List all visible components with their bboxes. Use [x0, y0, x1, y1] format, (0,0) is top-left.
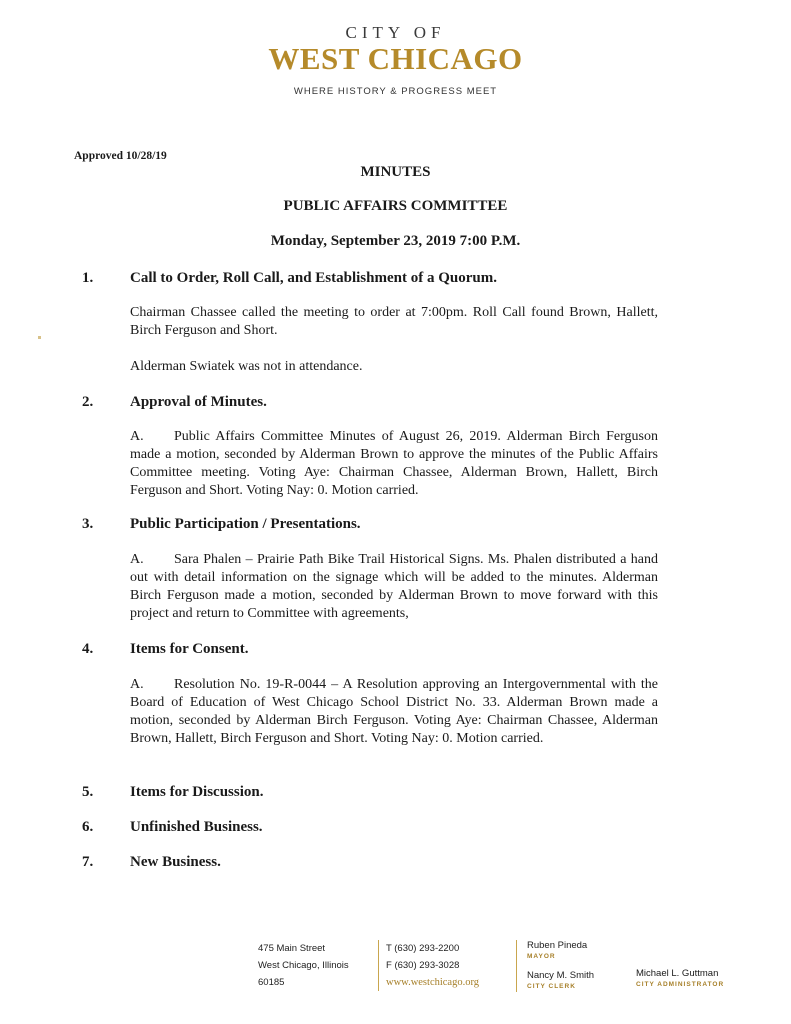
footer-address [258, 940, 349, 991]
logo-tagline: WHERE HISTORY & PROGRESS MEET [293, 86, 498, 97]
footer-contact [378, 940, 479, 991]
section-heading [82, 270, 497, 287]
item-letter: A. [130, 552, 144, 567]
item-letter: A. [130, 429, 144, 444]
section-title: Items for Consent. [130, 641, 249, 657]
section-title: Call to Order, Roll Call, and Establishment of a Quorum. [130, 270, 497, 286]
section-number: 3. [82, 516, 94, 532]
section-title: Public Participation / Presentations. [130, 516, 361, 532]
committee-name: PUBLIC AFFAIRS COMMITTEE [283, 198, 508, 214]
item-paragraph [130, 676, 658, 748]
section-heading [82, 784, 263, 801]
address-line: West Chicago, Illinois [258, 960, 349, 971]
footer-officials [516, 940, 594, 992]
meeting-date: Monday, September 23, 2019 7:00 P.M. [270, 233, 521, 249]
mayor-title: MAYOR [527, 953, 556, 960]
logo-city-of: CITY OF [345, 23, 446, 42]
section-title: Unfinished Business. [130, 819, 263, 835]
address-line: 475 Main Street [258, 943, 326, 954]
scan-speck [38, 336, 41, 339]
item-text: Public Affairs Committee Minutes of August 26, 2019. Alderman Birch Ferguson made a motion, seconded by Alderman Brown to approve the minutes of the Public Affairs Committee meeting. Voting Aye: Chairman Chassee, Alderman Brown, Hallett, Birch Ferguson and Short. Voting Nay: 0. Motion carried. [130, 429, 658, 498]
section-number: 2. [82, 394, 94, 410]
section-heading [82, 641, 248, 658]
section-heading [82, 516, 361, 533]
paragraph: Chairman Chassee called the meeting to order at 7:00pm. Roll Call found Brown, Hallett, Birch Ferguson and Short. [130, 305, 658, 338]
item-text: Resolution No. 19-R-0044 – A Resolution approving an Intergovernmental with the Board of Education of West Chicago School District No. 33. Alderman Brown made a motion, seconded by Alderman Birch Ferguson. Voting Aye: Chairman Chassee, Alderman Brown, Hallett, Birch Ferguson and Short. Voting Nay: 0. Motion carried. [130, 677, 658, 746]
mayor-name: Ruben Pineda [527, 940, 588, 951]
section-heading [82, 854, 221, 871]
administrator-name: Michael L. Guttman [636, 968, 719, 979]
item-text: Sara Phalen – Prairie Path Bike Trail Historical Signs. Ms. Phalen distributed a hand out with detail information on the signage which will be added to the minutes. Alderman Birch Ferguson made a motion, seconded by Alderman Brown to move forward with this project and return to Committee with agreements, [130, 552, 658, 621]
address-line: 60185 [258, 977, 285, 988]
section-title: New Business. [130, 854, 221, 870]
section-heading [82, 819, 263, 836]
logo-city-name: WEST CHICAGO [268, 41, 523, 76]
section-number: 5. [82, 784, 94, 800]
footer-administrator [636, 968, 724, 990]
administrator-title: CITY ADMINISTRATOR [636, 981, 725, 988]
section-number: 7. [82, 854, 94, 870]
section-number: 1. [82, 270, 94, 286]
item-paragraph [130, 428, 658, 500]
clerk-name: Nancy M. Smith [527, 970, 595, 981]
website-link[interactable]: www.westchicago.org [386, 977, 480, 988]
phone-number: T (630) 293-2200 [386, 943, 460, 954]
document-title: MINUTES [360, 164, 431, 180]
item-letter: A. [130, 677, 144, 692]
paragraph: Alderman Swiatek was not in attendance. [130, 359, 363, 374]
section-title: Items for Discussion. [130, 784, 264, 800]
city-logo [0, 24, 791, 97]
fax-number: F (630) 293-3028 [386, 960, 460, 971]
section-heading [82, 394, 267, 411]
section-number: 4. [82, 641, 94, 657]
section-title: Approval of Minutes. [130, 394, 267, 410]
approval-date: Approved 10/28/19 [74, 150, 167, 162]
section-number: 6. [82, 819, 94, 835]
item-paragraph [130, 551, 658, 623]
clerk-title: CITY CLERK [527, 983, 576, 990]
